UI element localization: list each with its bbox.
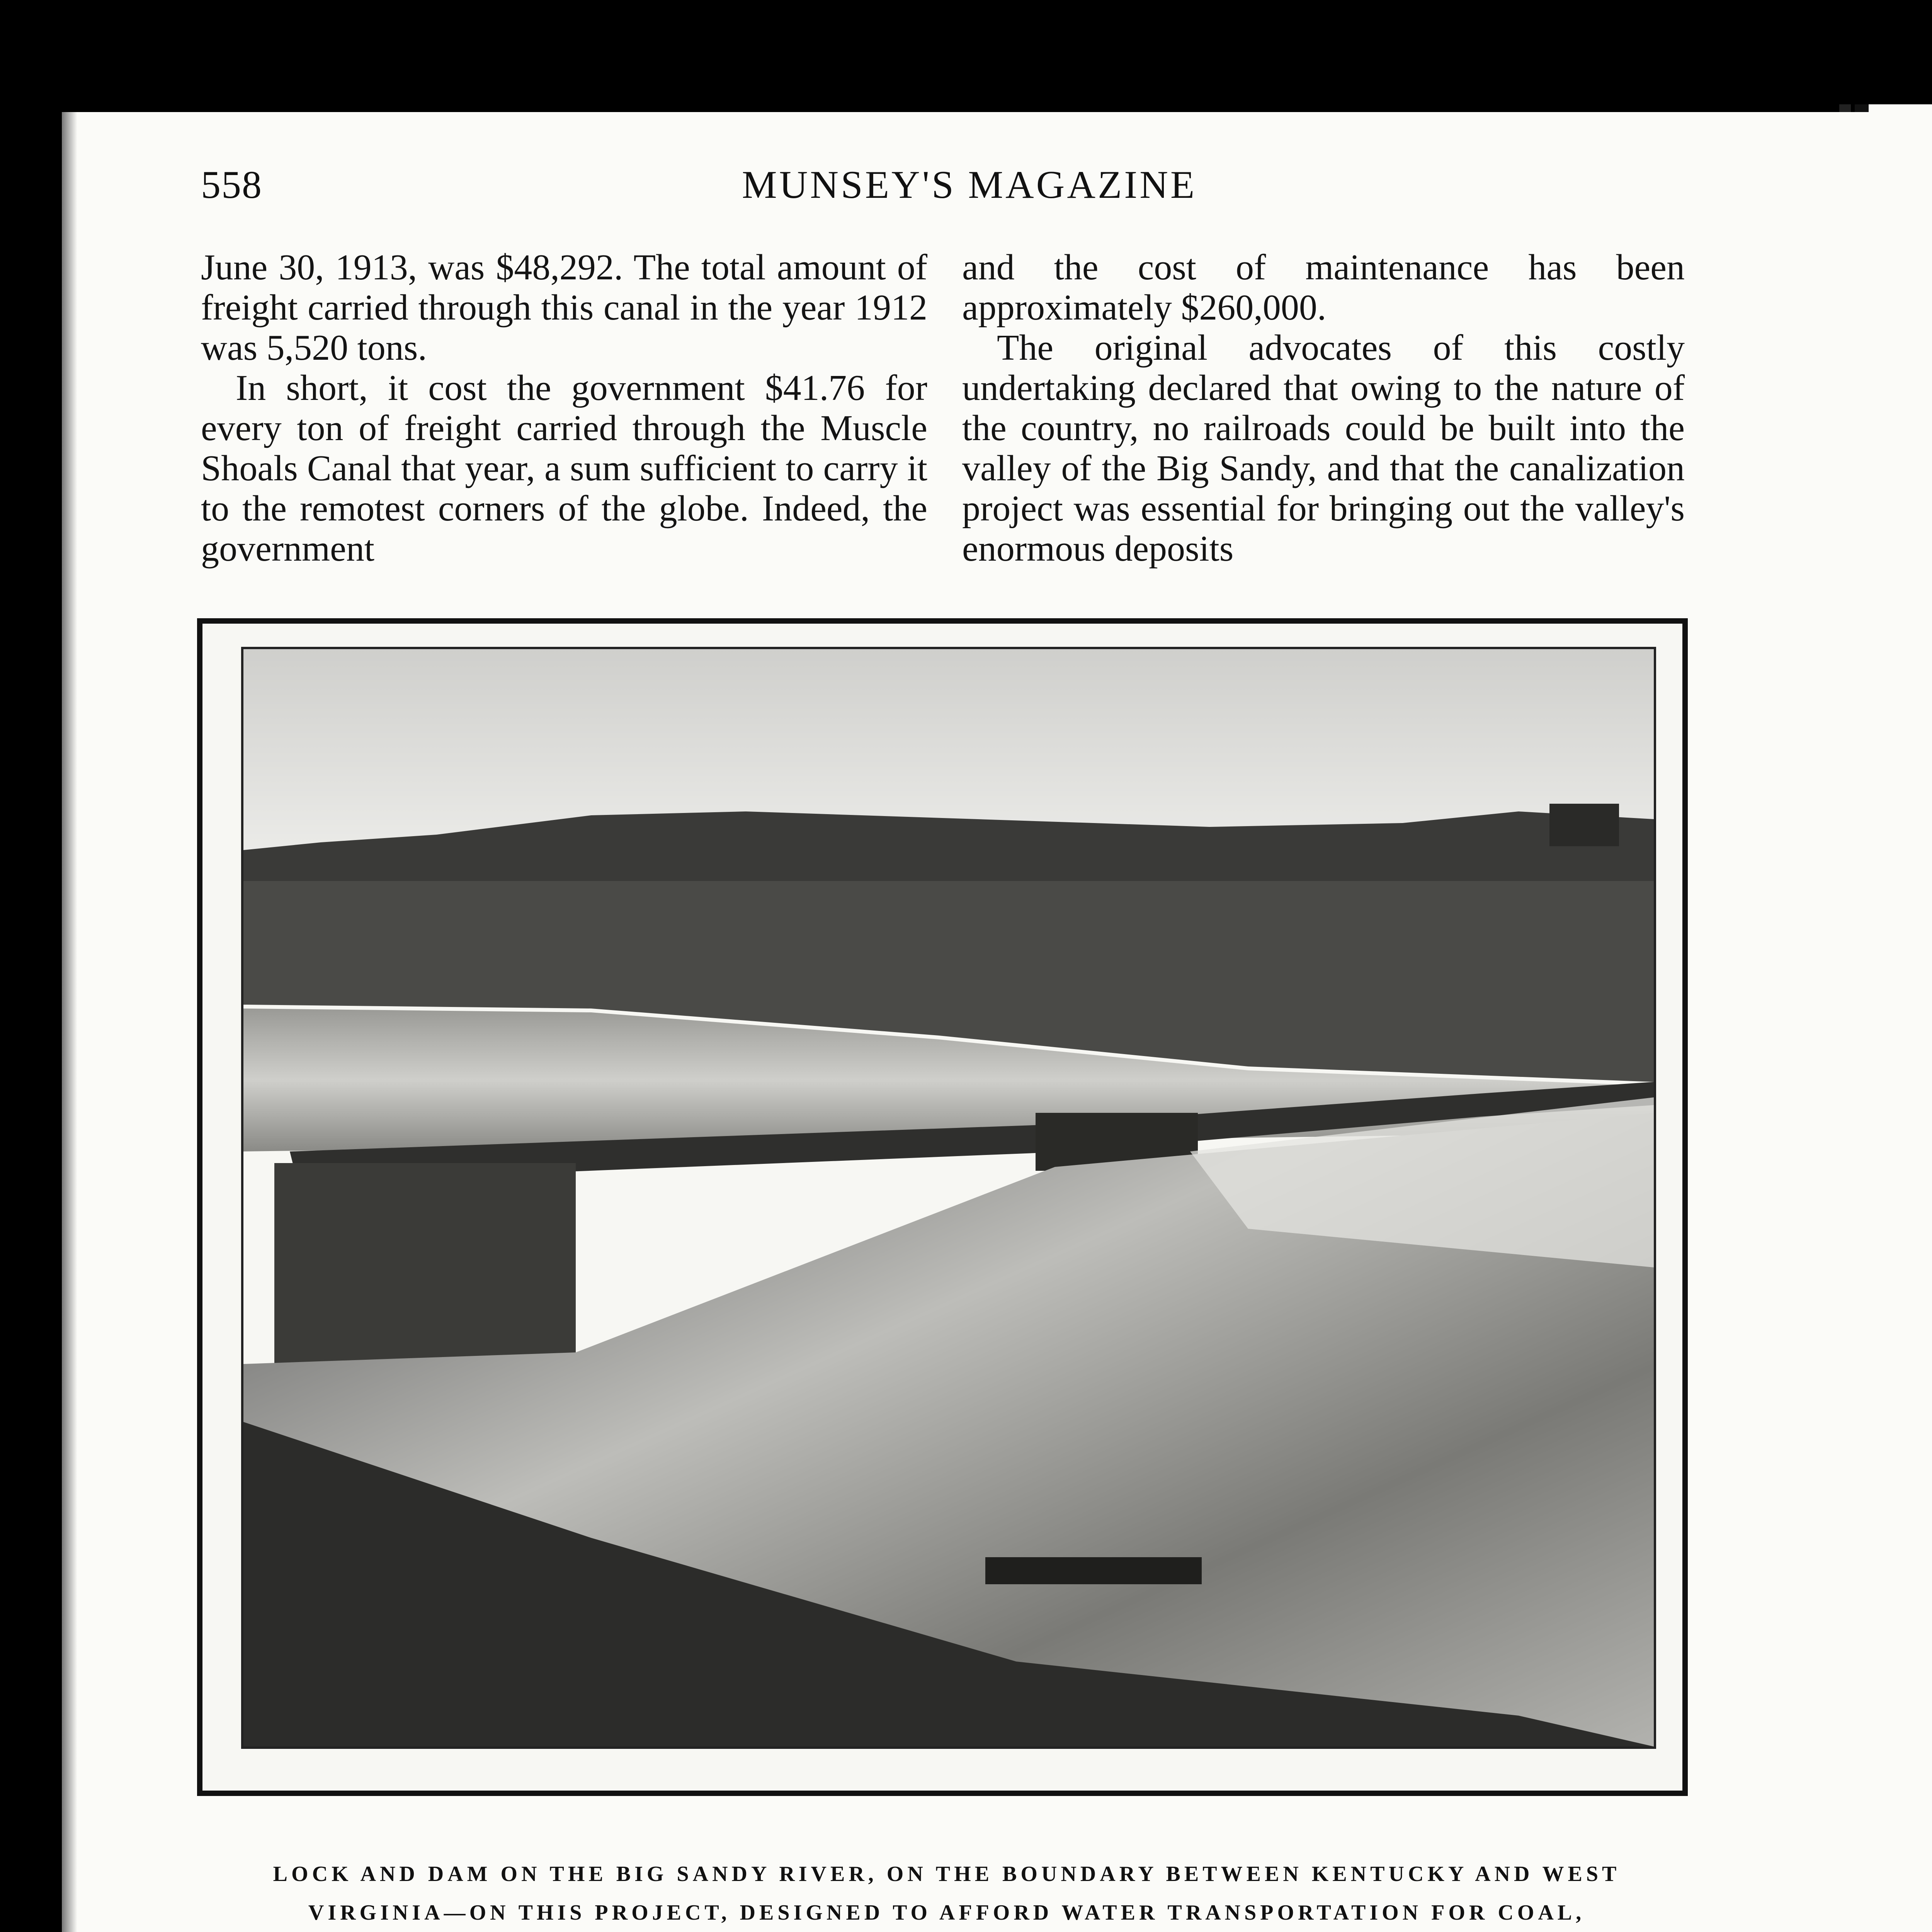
moored-boat [985, 1557, 1202, 1584]
running-head: MUNSEY'S MAGAZINE [742, 163, 1197, 207]
river-dam-illustration [243, 649, 1654, 1747]
caption-line: LOCK AND DAM ON THE BIG SANDY RIVER, ON THE BOUNDARY BETWEEN KENTUCKY AND WEST [273, 1862, 1621, 1886]
figure-caption [201, 1855, 1692, 1932]
lock-wall [274, 1163, 576, 1364]
distant-house [1549, 804, 1619, 846]
column-top-right [962, 247, 1685, 569]
page-number: 558 [201, 163, 262, 207]
lock-and-dam-photo [241, 647, 1656, 1749]
paragraph: In short, it cost the government $41.76 for every ton of freight carried through the Muscle Shoals Canal that year, a sum sufficient to carry it to the remotest corners of the globe. Indeed, the government [201, 368, 927, 569]
paragraph: and the cost of maintenance has been approximately $260,000. [962, 247, 1685, 328]
caption-line: VIRGINIA—ON THIS PROJECT, DESIGNED TO AFFORD WATER TRANSPORTATION FOR COAL, [308, 1901, 1585, 1925]
figure-frame [197, 618, 1688, 1796]
paragraph: June 30, 1913, was $48,292. The total amount of freight carried through this canal in the year 1912 was 5,520 tons. [201, 247, 927, 368]
column-top-left [201, 247, 927, 569]
page-edge-shadow [62, 112, 77, 1932]
paragraph: The original advocates of this costly undertaking declared that owing to the nature of the country, no railroads could be built into the valley of the Big Sandy, and that the canalization project was essential for bringing out the valley's enormous deposits [962, 328, 1685, 569]
page-header [201, 162, 1739, 224]
